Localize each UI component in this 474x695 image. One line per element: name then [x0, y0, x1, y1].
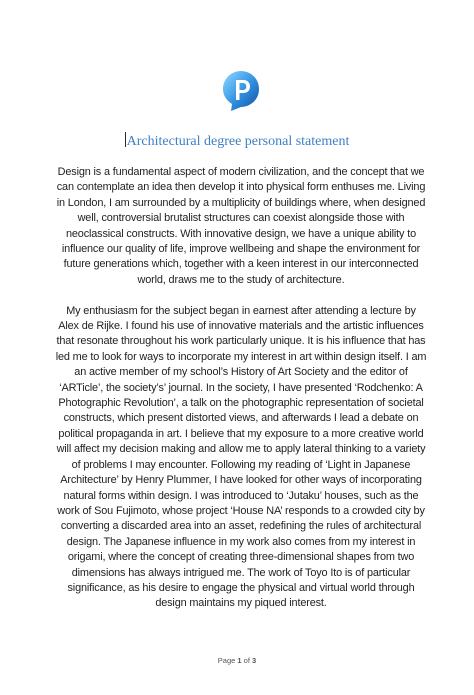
page-of-label: of — [243, 656, 250, 665]
current-page-number: 1 — [237, 656, 242, 665]
paragraph-2: My enthusiasm for the subject began in earnest after attending a lecture by Alex de Rijke. I found his use of innovative materials and the artistic influences that resonate throughout his work particularly unique. It is his influence that has led me to look for ways to incorporate my interest in art within design itself. I am an active member of my school’s History of Art Society and the editor of ‘ARTicle’, the society’s’ journal. In the society, I have presented ‘Rodchenko: A Photographic Revolution’, a talk on the photographic representation of societal constructs, which present distorted views, and afterwards I lead a debate on political propaganda in art. I believe that my exposure to a more creative world will affect my decision making and allow me to apply lateral thinking to a variety of problems I may encounter. Following my reading of ‘Light in Japanese Architecture’ by Henry Plummer, I have looked for other ways of incorporating natural forms within design. I was introduced to ‘Jutaku’ houses, such as the work of Sou Fujimoto, whose project ‘House NA’ responds to a crowded city by converting a discarded area into an asset, redefining the rules of architectural design. The Japanese influence in my work also comes from my interest in origami, where the concept of creating three-dimensional shapes from two dimensions has always intrigued me. The work of Toyo Ito is of particular significance, as his desire to engage the physical and virtual world through design maintains my piqued interest. — [55, 304, 427, 610]
title-row — [0, 132, 474, 150]
page-label: Page — [217, 656, 236, 665]
document-body — [55, 165, 427, 612]
brand-logo-icon — [222, 70, 260, 112]
text-cursor — [125, 132, 126, 147]
document-title: Architectural degree personal statement — [126, 134, 350, 149]
page-footer — [0, 656, 474, 665]
paragraph-1: Design is a fundamental aspect of modern civilization, and the concept that we can contemplate an idea then develop it into physical form enthuses me. Living in London, I am surrounded by a multiplicity of buildings where, when designed well, controversial brutalist structures can coexist alongside those with neoclassical constructs. With innovative design, we have a unique ability to influence our quality of life, improve wellbeing and shape the environment for future generations which, together with a keen interest in our interconnected world, draws me to the study of architecture. — [56, 166, 426, 286]
total-pages-number: 3 — [252, 656, 257, 665]
